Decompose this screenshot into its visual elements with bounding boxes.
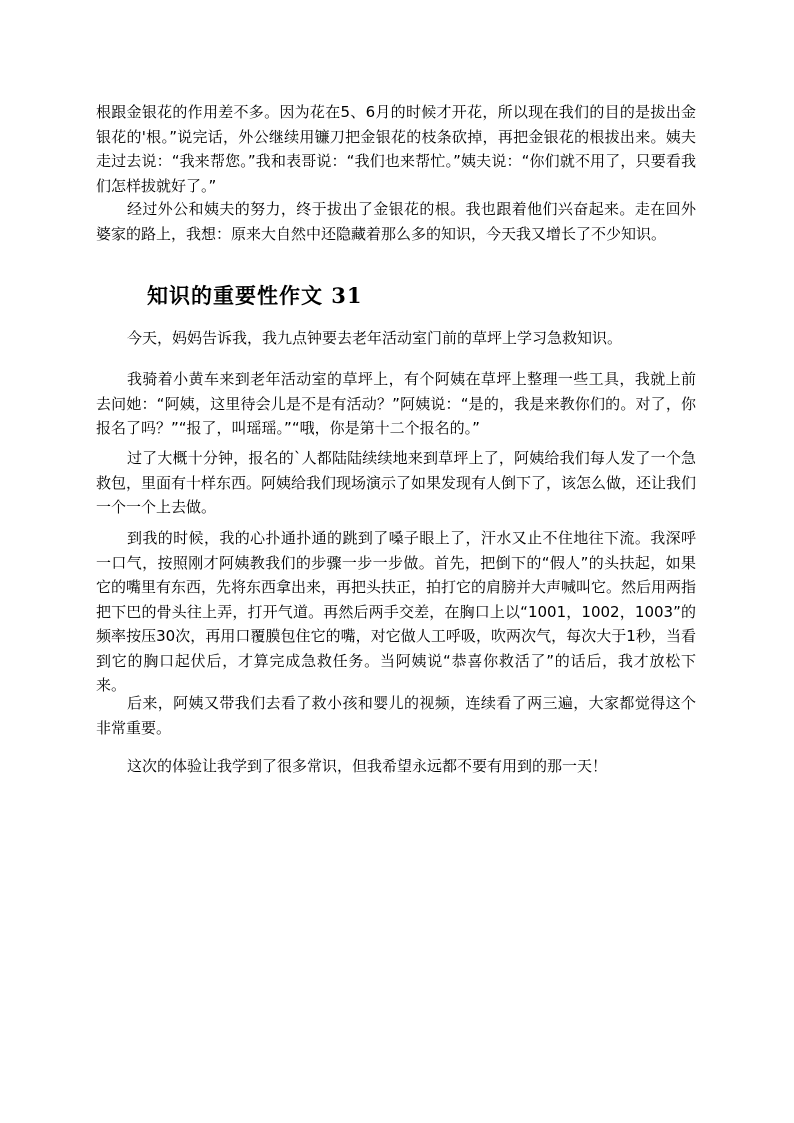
intro-paragraph-1: 根跟金银花的作用差不多。因为花在5、6月的时候才开花，所以现在我们的目的是拔出金银花的'根。”说完话，外公继续用镰刀把金银花的枝条砍掉，再把金银花的根拔出来。姨夫走过去说：“我来帮您。”我和表哥说：“我们也来帮忙。”姨夫说：“你们就不用了，只要看我们怎样拔就好了。” (96, 103, 696, 195)
body-paragraph-5: 后来，阿姨又带我们去看了救小孩和婴儿的视频，连续看了两三遍，大家都觉得这个非常重要。 (96, 694, 696, 737)
body-paragraph-1: 今天，妈妈告诉我，我九点钟要去老年活动室门前的草坪上学习急救知识。 (127, 329, 623, 347)
body-paragraph-4: 到我的时候，我的心扑通扑通的跳到了嗓子眼上了，汗水又止不住地往下流。我深呼一口气，按照刚才阿姨教我们的步骤一步一步做。首先，把倒下的“假人”的头扶起，如果它的嘴里有东西，先将东西拿出来，再把头扶正，拍打它的肩膀并大声喊叫它。然后用两指把下巴的骨头往上弄，打开气道。再然后两手交差，在胸口上以“1001，1002，1003”的频率按压30次，再用口覆膜包住它的嘴，对它做人工呼吸，吹两次气，每次大于1秒，当看到它的胸口起伏后，才算完成急救任务。当阿姨说“恭喜你救活了”的话后，我才放松下来。 (96, 529, 697, 694)
body-paragraph-3: 过了大概十分钟，报名的`人都陆陆续续地来到草坪上了，阿姨给我们每人发了一个急救包，里面有十样东西。阿姨给我们现场演示了如果发现有人倒下了，该怎么做，还让我们一个一个上去做。 (96, 449, 697, 516)
intro-paragraph-2: 经过外公和姨夫的努力，终于拔出了金银花的根。我也跟着他们兴奋起来。走在回外婆家的路上，我想：原来大自然中还隐藏着那么多的知识，今天我又增长了不少知识。 (96, 200, 696, 243)
section-heading: 知识的重要性作文 31 (147, 283, 363, 308)
body-paragraph-2: 我骑着小黄车来到老年活动室的草坪上，有个阿姨在草坪上整理一些工具，我就上前去问她：“阿姨，这里待会儿是不是有活动？”阿姨说：“是的，我是来教你们的。对了，你报名了吗？”“报了，叫瑶瑶。”“哦，你是第十二个报名的。” (96, 370, 696, 437)
body-paragraph-6: 这次的体验让我学到了很多常识，但我希望永远都不要有用到的那一天！ (127, 757, 608, 775)
